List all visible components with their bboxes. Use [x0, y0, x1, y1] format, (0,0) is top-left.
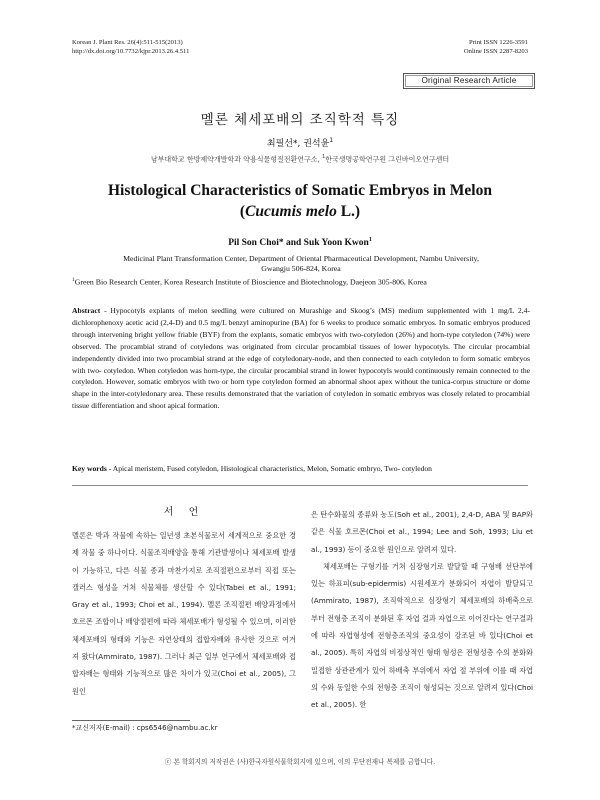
english-affiliations	[72, 254, 530, 287]
journal-citation: Korean J. Plant Res. 26(4):511-515(2013)	[72, 39, 183, 46]
title-suffix: L.)	[336, 203, 361, 220]
english-authors	[0, 237, 600, 248]
copyright-notice: ⓒ 본 학회지의 저작권은 (사)한국자원식물학회지에 있으며, 이의 무단전재나 복제를 금합니다.	[164, 758, 436, 766]
keywords	[72, 463, 530, 474]
doi-link[interactable]: http://dx.doi.org/10.7732/kjpr.2013.26.4.511	[72, 48, 190, 55]
korean-author-sup: 1	[329, 137, 334, 144]
article-type-label: Original Research Article	[405, 75, 533, 87]
print-issn: Print ISSN 1226-3591	[469, 39, 528, 46]
section-title: 서 언	[163, 507, 205, 518]
affiliation-1-line1: Medicinal Plant Transformation Center, Department of Oriental Pharmaceutical Development, Nambu University,	[123, 254, 479, 263]
abstract-label: Abstract	[72, 306, 101, 315]
korean-affiliation-2: 한국생명공학연구원 그린바이오연구센터	[325, 155, 450, 164]
keywords-text: - Apical meristem, Fused cotyledon, Histological characteristics, Melon, Somatic embryo, Two- cotyledon	[106, 464, 432, 473]
issn-block	[464, 38, 528, 56]
english-title-line2	[60, 201, 540, 222]
body-paragraph: 체세포배는 구형기를 거쳐 심장형기로 발달할 때 구형배 선단부에 있는 하표피(sub-epidermis) 시원세포가 분화되어 자엽이 발달되고(Ammirato, 1987), 조직학적으로 심장형기 체세포배의 하배축으로 부터 전형층 조직이 분화된 후 자엽 결과 자엽으로 이어진다는 연구결과에 따라 자엽형성에 전형층조직의 중요성이 강조된 바 있다(Choi et al., 2005). 특히 자엽의 비정상적인 형태 형성은 전형성층 수의 분화와 밀접한 상관관계가 있어 하배축 부위에서 자엽 절 부위에 이를 때 자엽의 수와 동일한 수의 전형층 조직이 형성되는 것으로 알려져 있다(Choi et al., 2005). 한	[311, 561, 533, 710]
korean-affiliation-1: 남부대학교 한방제약개발학과 약용식물형질전환연구소,	[150, 155, 320, 164]
korean-title: 멜론 체세포배의 조직학적 특징	[200, 112, 400, 128]
section-divider	[72, 485, 528, 486]
korean-author-names: 최필선*, 권석윤	[266, 139, 330, 149]
corresponding-author-footnote: *교신저자(E-mail) : cps6546@nambu.ac.kr	[72, 724, 218, 732]
korean-affiliation-sup: 1	[322, 154, 326, 160]
english-title	[60, 180, 540, 222]
english-author-names: Pil Son Choi* and Suk Yoon Kwon	[228, 238, 369, 249]
journal-header	[72, 38, 189, 56]
affiliation-1-line2: Gwangju 506-824, Korea	[261, 264, 341, 274]
english-title-line1: Histological Characteristics of Somatic Embryos in Melon	[107, 182, 492, 199]
affiliation-2-text: Green Bio Research Center, Korea Research Institute of Bioscience and Biotechnology, Daejeon 305-806, Korea	[74, 277, 427, 287]
body-paragraph: 은 탄수화물의 종류와 농도(Soh et al., 2001), 2,4-D, ABA 및 BAP와 같은 식물 호르몬(Choi et al., 1994; Lee and Soh, 1993; Liu et al., 1993) 등이 중요한 원인으로 알려져 있다.	[311, 510, 533, 554]
english-author-sup: 1	[368, 237, 372, 243]
body-column-left	[72, 527, 296, 700]
affiliation-2	[72, 275, 530, 288]
title-paren-open: (	[239, 203, 246, 220]
abstract-text: - Hypocotyls explants of melon seedling were cultured on Murashige and Skoog’s (MS) medium supplemented with 1 mg/L 2,4-dichlorophenoxy acetic acid (2,4-D) and 0.5 mg/L benzyl aminopurine (BA) for 6 weeks to produce somatic embryos. In somatic embryos produced through intervening bright yellow friable (BYF) from the explants, somatic embryos with two-cotyledon (26%) and horn-type cotyledon (74%) were observed. The procambial strand of cotyledons was originated from circular procambial tissues of lower hypocotyls. The circular procambial independently divided into two procambial strand at the edge of cotyledonary-node, and then connected to each cotyledon to form somatic embryos with two- cotyledon. When cotyledon was horn-type, the circular procambial strand in lower hypocotyls would continuously remain connected to the cotyledon. However, somatic embryos with two or horn type cotyledon formed an abnormal shoot apex without the tunica-corpus structure or dome shape in the inter-cotyledonary area. These results demonstrated that the variation of cotyledon in somatic embryos was closely related to procambial tissue differentiation and shoot apical formation.	[72, 306, 530, 411]
body-column-right	[311, 506, 533, 714]
species-name: Cucumis melo	[245, 203, 337, 220]
body-paragraph: 멜론은 박과 작물에 속하는 일년생 초본식물로서 세계적으로 중요한 경제 작물 중 하나이다. 식물조직배양을 통해 기관발생이나 체세포배 발생이 가능하고, 다른 식물 종과 마찬가지로 조직절편으로부터 직접 또는 캘러스 형성을 거쳐 식물체를 생산할 수 있다(Tabei et al., 1991; Gray et al., 1993; Choi et al., 1994). 멜론 조직절편 배양과정에서 호르몬 조합이나 배양절편에 따라 체세포배가 형성될 수 있으며, 이러한 체세포배의 형태와 기능은 자연상태의 접합자배와 유사한 것으로 여겨져 왔다(Ammirato, 1987). 그러나 최근 일부 연구에서 체세포배와 접합자배는 형태와 기능적으로 많은 차이가 있고(Choi et al., 2005), 그 원인	[72, 531, 296, 696]
footnote-divider	[72, 720, 190, 721]
korean-affiliation	[0, 154, 600, 164]
online-issn: Online ISSN 2287-8203	[463, 48, 528, 55]
abstract	[72, 305, 530, 412]
korean-authors	[0, 136, 600, 149]
article-type-badge	[403, 73, 535, 89]
affiliation-2-sup: 1	[72, 276, 75, 283]
keywords-label: Key words	[72, 464, 107, 473]
